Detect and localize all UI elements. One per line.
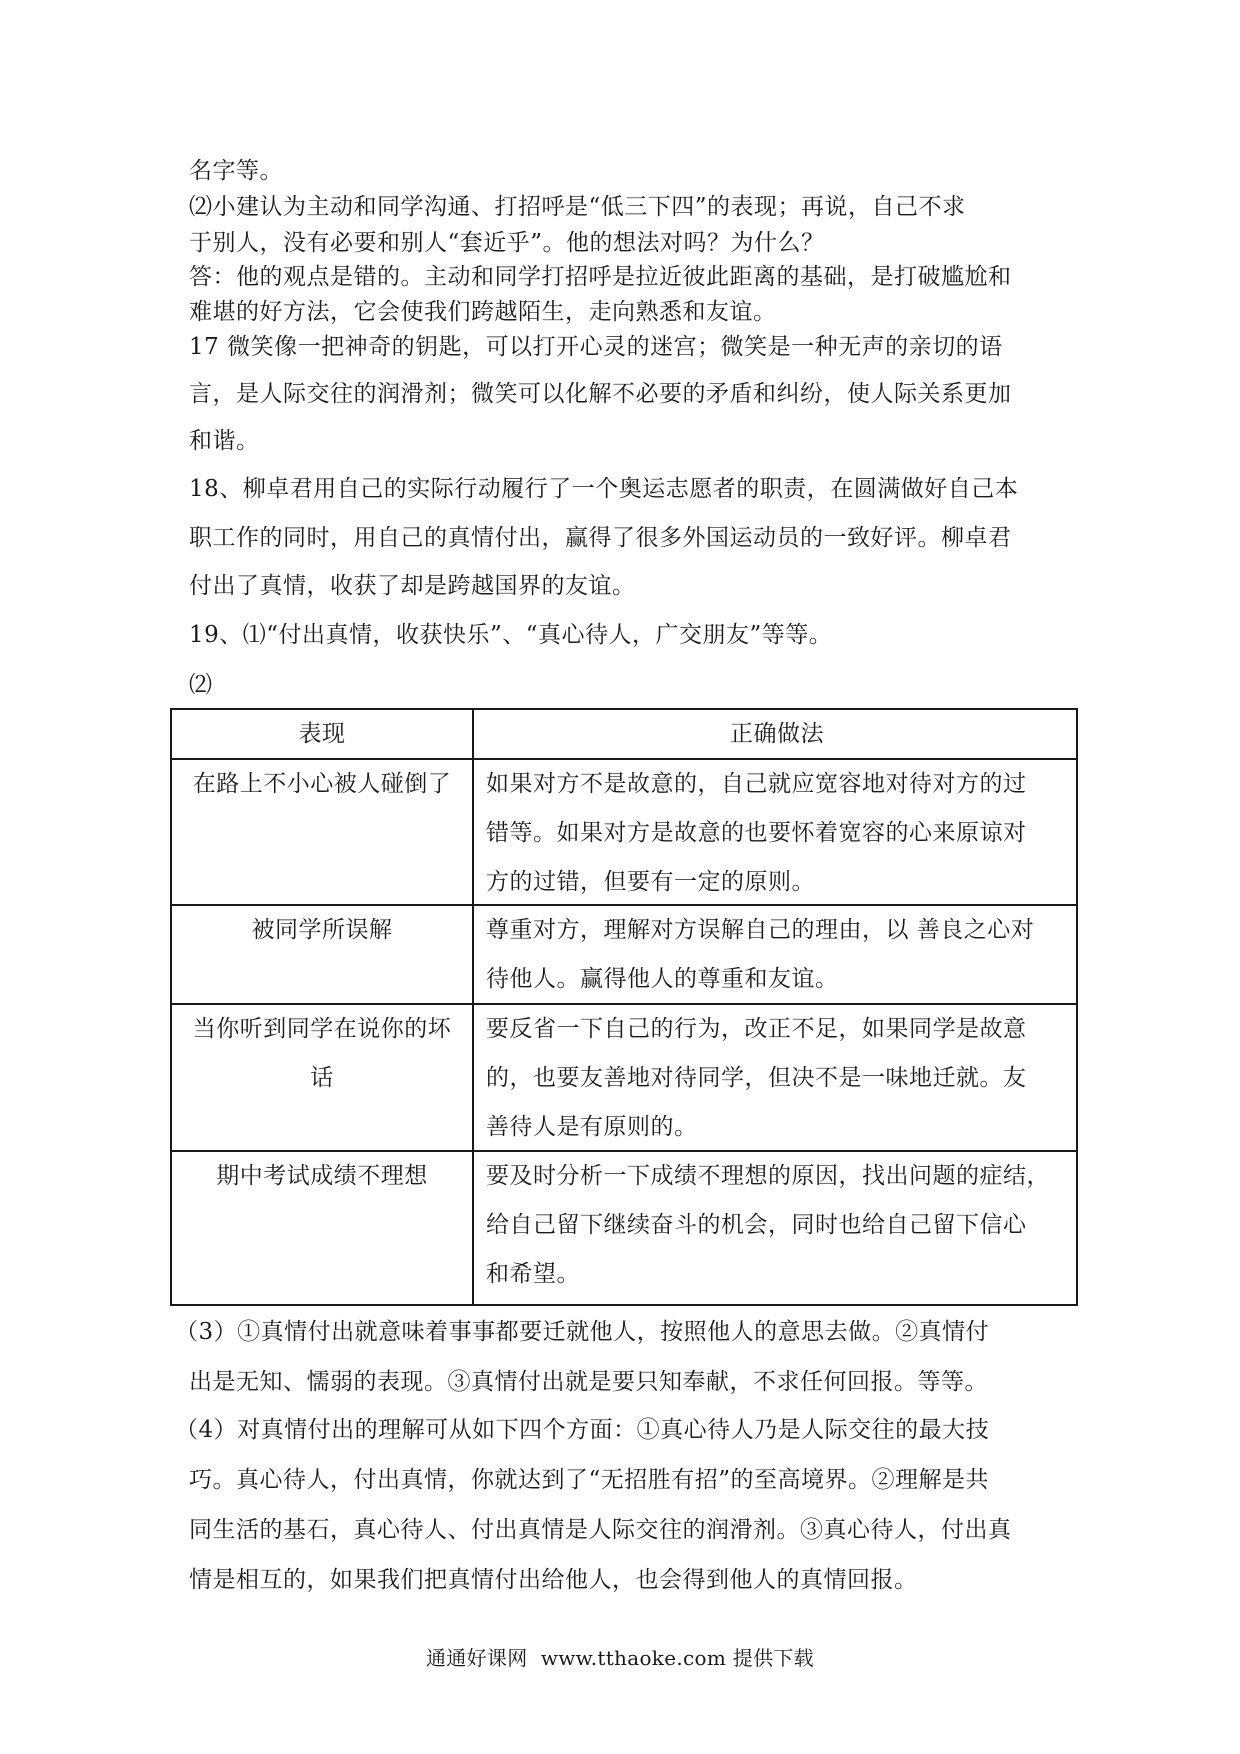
table-header-situation: 表现 [298,721,346,747]
table-cell-method [474,906,1078,1004]
table-cell-line: 错等。如果对方是故意的也要怀着宽容的心来原谅对 [486,820,1027,846]
answer-19-part4-line: 巧。真心待人，付出真情，你就达到了“无招胜有招”的至高境界。②理解是共 [189,1467,990,1493]
answer-18-line: 职工作的同时，用自己的真情付出，赢得了很多外国运动员的一致好评。柳卓君 [189,525,1012,551]
footer-suffix: 提供下载 [732,1646,814,1670]
table-cell-line: 要反省一下自己的行为，改正不足，如果同学是故意 [486,1016,1027,1042]
table-cell-line: 当你听到同学在说你的坏 [192,1016,452,1042]
table-cell-situation: 被同学所误解 [251,917,393,943]
answer-table [170,708,1078,1306]
table-cell-line: 善待人是有原则的。 [486,1114,698,1140]
table-cell-line: 和希望。 [486,1261,580,1287]
table-cell-situation: 在路上不小心被人碰倒了 [192,771,452,797]
paragraph-line: 名字等。 [189,158,283,184]
table-cell-line: 如果对方不是故意的，自己就应宽容地对待对方的过 [486,771,1027,797]
table-cell-line: 待他人。赢得他人的尊重和友谊。 [486,966,839,992]
table-cell-line: 的，也要友善地对待同学，但决不是一味地迁就。友 [486,1065,1027,1091]
answer-18-line: 付出了真情，收获了却是跨越国界的友谊。 [189,573,636,599]
table-cell-line: 给自己留下继续奋斗的机会，同时也给自己留下信心 [486,1212,1027,1238]
page-footer [0,1642,1240,1671]
answer-19-part2-label: ⑵ [189,672,213,698]
answer-19-part4-line: （4）对真情付出的理解可从如下四个方面：①真心待人乃是人际交往的最大技 [175,1417,990,1443]
question-2-line: ⑵小建认为主动和同学沟通、打招呼是“低三下四”的表现；再说，自己不求 [189,194,966,220]
table-cell-situation: 期中考试成绩不理想 [216,1163,428,1189]
answer-17-line: 17 微笑像一把神奇的钥匙，可以打开心灵的迷宫；微笑是一种无声的亲切的语 [189,334,1003,360]
table-cell-method [474,1152,1078,1299]
answer-19-part3-line: 出是无知、懦弱的表现。③真情付出就是要只知奉献，不求任何回报。等等。 [189,1369,988,1395]
answer-line: 答：他的观点是错的。主动和同学打招呼是拉近彼此距离的基础，是打破尴尬和 [189,264,1012,290]
answer-19-part4-line: 情是相互的，如果我们把真情付出给他人，也会得到他人的真情回报。 [189,1567,918,1593]
footer-url: www.tthaoke.com [540,1646,727,1670]
table-cell-method [474,760,1078,907]
question-2-line: 于别人，没有必要和别人“套近乎”。他的想法对吗？为什么？ [189,230,825,256]
table-header-method: 正确做法 [730,721,824,747]
table-cell-line: 尊重对方，理解对方误解自己的理由，以 善良之心对 [486,917,1035,943]
answer-19-line: 19、⑴“付出真情，收获快乐”、“真心待人，广交朋友”等等。 [189,622,833,648]
answer-19-part3-line: （3）①真情付出就意味着事事都要迁就他人，按照他人的意思去做。②真情付 [175,1319,990,1345]
answer-17-line: 言，是人际交往的润滑剂；微笑可以化解不必要的矛盾和纠纷，使人际关系更加 [189,381,1012,407]
table-cell-line: 话 [310,1065,334,1091]
answer-19-part4-line: 同生活的基石，真心待人、付出真情是人际交往的润滑剂。③真心待人，付出真 [189,1517,1012,1543]
table-cell-line: 方的过错，但要有一定的原则。 [486,869,815,895]
answer-17-line: 和谐。 [189,428,260,454]
table-cell-situation [172,1005,472,1103]
footer-site-name: 通通好课网 [426,1646,528,1670]
answer-line: 难堪的好方法，它会使我们跨越陌生，走向熟悉和友谊。 [189,299,777,325]
table-cell-method [474,1005,1078,1152]
answer-18-line: 18、柳卓君用自己的实际行动履行了一个奥运志愿者的职责，在圆满做好自己本 [189,476,1019,502]
table-cell-line: 要及时分析一下成绩不理想的原因，找出问题的症结， [486,1163,1050,1189]
